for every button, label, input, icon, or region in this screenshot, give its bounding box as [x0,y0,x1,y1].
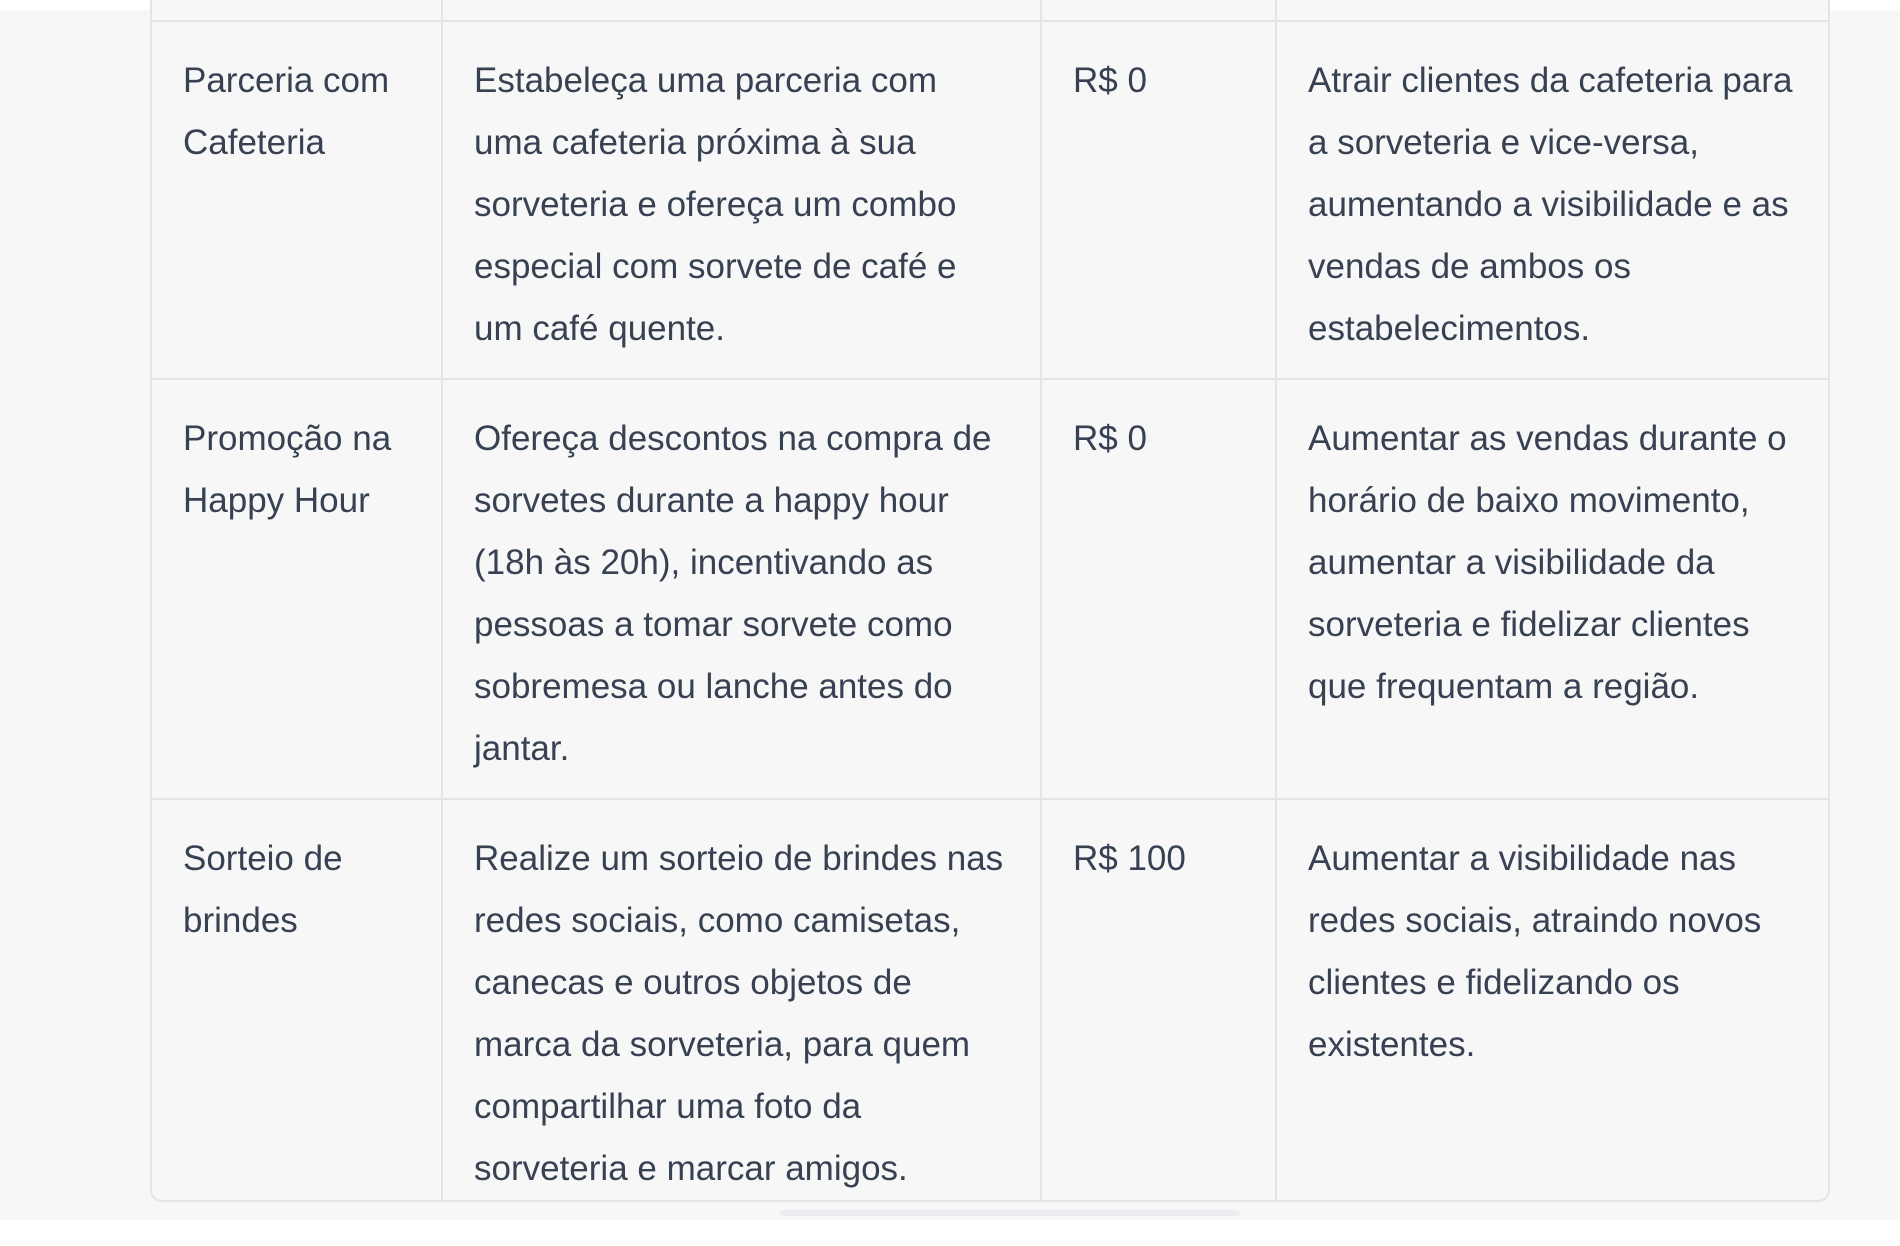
header-cell [1276,0,1828,21]
bottom-strip [0,1220,1900,1246]
action-cost-cell: R$ 0 [1041,21,1276,379]
marketing-actions-table [150,0,1830,1202]
action-description-cell: Realize um sorteio de brindes nas redes sociais, como camisetas, canecas e outros objetos de marca da sorveteria, para quem compartilhar uma foto da sorveteria e marcar amigos. [442,799,1041,1202]
table-row [152,21,1828,379]
action-cost-cell: R$ 100 [1041,799,1276,1202]
action-name-cell: Promoção na Happy Hour [152,379,442,799]
header-cell [1041,0,1276,21]
action-goal-cell: Atrair clientes da cafeteria para a sorveteria e vice-versa, aumentando a visibilidade e as vendas de ambos os estabelecimentos. [1276,21,1828,379]
table-row [152,379,1828,799]
action-goal-cell: Aumentar as vendas durante o horário de baixo movimento, aumentar a visibilidade da sorveteria e fidelizar clientes que frequentam a região. [1276,379,1828,799]
table-header-remnant [152,0,1828,21]
header-cell [442,0,1041,21]
action-description-cell: Ofereça descontos na compra de sorvetes durante a happy hour (18h às 20h), incentivando as pessoas a tomar sorvete como sobremesa ou lanche antes do jantar. [442,379,1041,799]
header-cell [152,0,442,21]
table-row [152,799,1828,1202]
action-name-cell: Sorteio de brindes [152,799,442,1202]
actions-table [152,0,1828,1202]
horizontal-scrollbar[interactable] [780,1210,1240,1216]
action-goal-cell: Aumentar a visibilidade nas redes sociais, atraindo novos clientes e fidelizando os existentes. [1308,839,1762,1064]
action-cost-cell: R$ 0 [1041,379,1276,799]
action-description-cell: Estabeleça uma parceria com uma cafeteria próxima à sua sorveteria e ofereça um combo especial com sorvete de café e um café quente. [442,21,1041,379]
action-name-cell: Parceria com Cafeteria [152,21,442,379]
